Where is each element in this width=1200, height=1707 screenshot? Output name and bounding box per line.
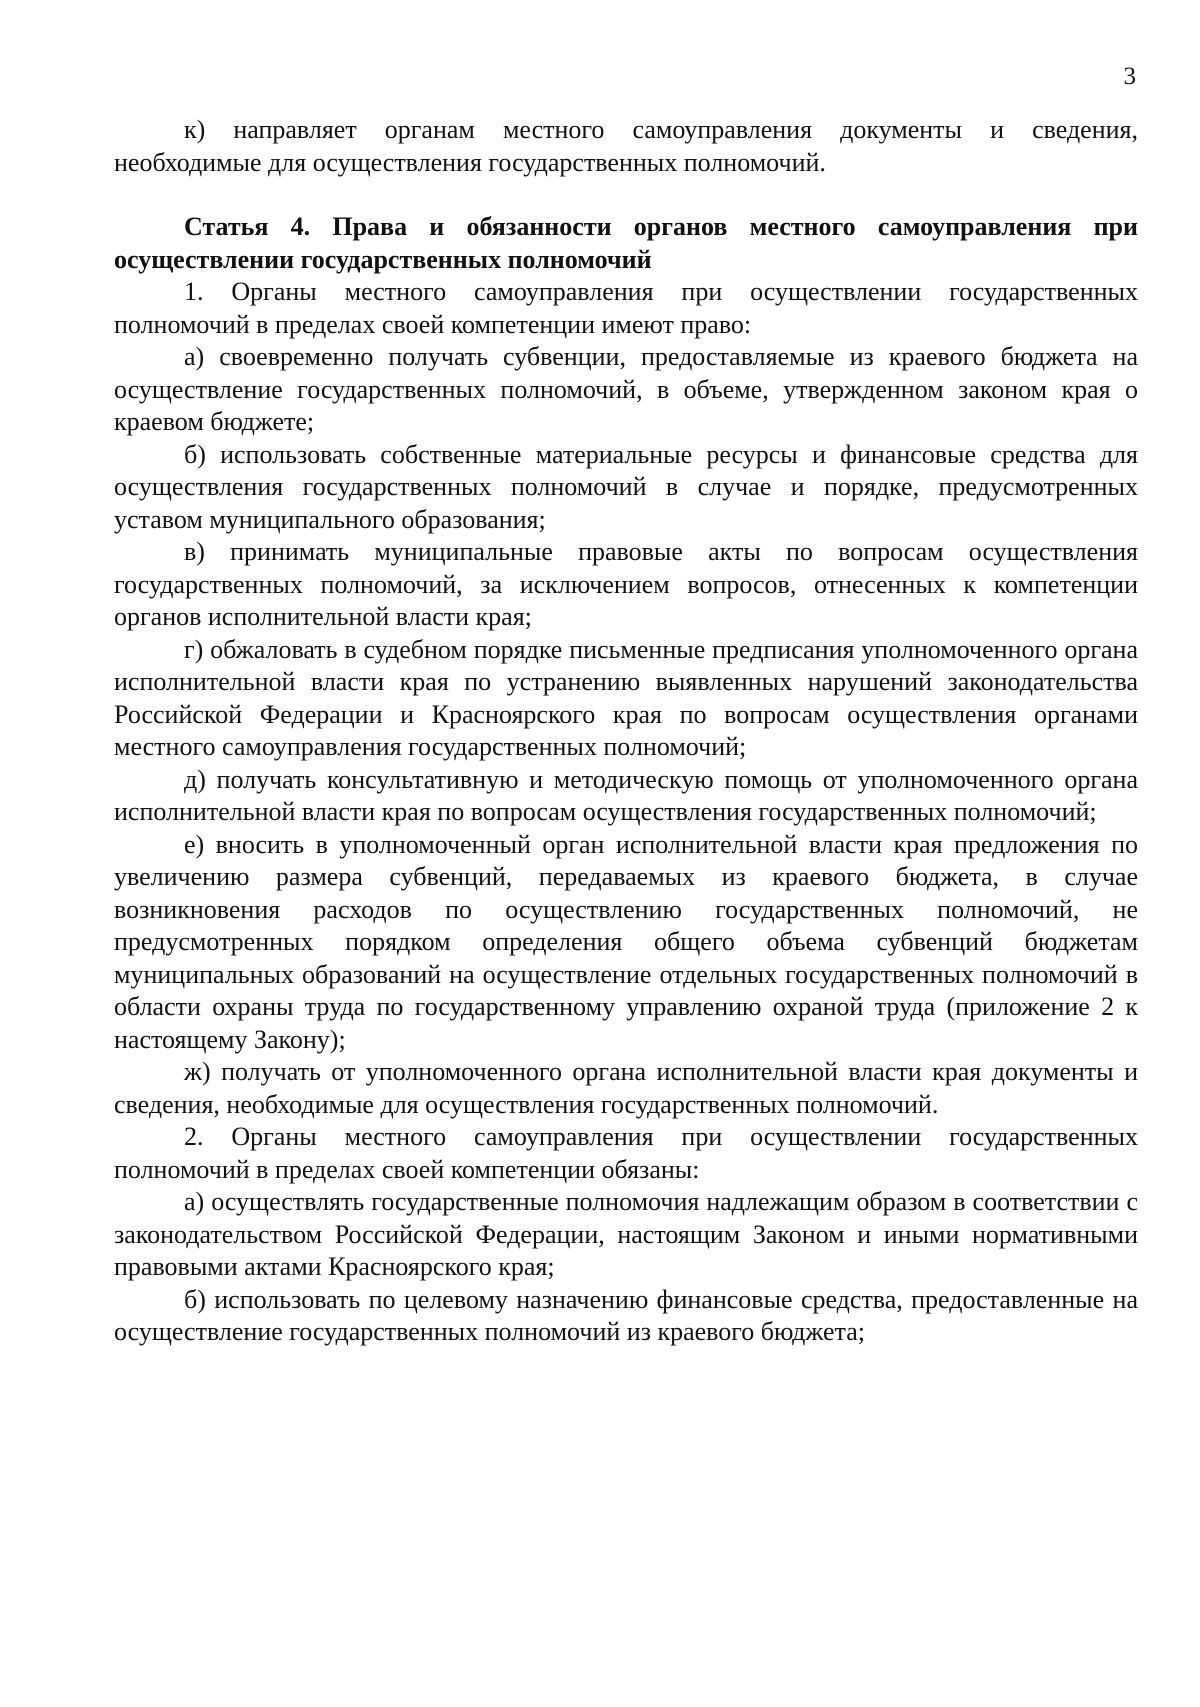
page-number: 3 xyxy=(1123,63,1136,90)
paragraph-2: 2. Органы местного самоуправления при осуществлении государственных полномочий в пределах своей компетенции обязаны: xyxy=(114,1122,1138,1184)
paragraph-2-a: а) осуществлять государственные полномочия надлежащим образом в соответствии с законодательством Российской Федерации, настоящим Законом и иными нормативными правовыми актами Красноярского края; xyxy=(114,1187,1138,1281)
paragraph-1: 1. Органы местного самоуправления при осуществлении государственных полномочий в пределах своей компетенции имеют право: xyxy=(114,277,1138,339)
paragraph-2-b: б) использовать по целевому назначению финансовые средства, предоставленные на осуществление государственных полномочий из краевого бюджета; xyxy=(114,1284,1138,1346)
article-4-heading: Статья 4. Права и обязанности органов местного самоуправления при осуществлении государственных полномочий xyxy=(114,212,1138,274)
paragraph-1-zh: ж) получать от уполномоченного органа исполнительной власти края документы и сведения, необходимые для осуществления государственных полномочий. xyxy=(114,1057,1138,1119)
paragraph-1-g: г) обжаловать в судебном порядке письменные предписания уполномоченного органа исполнительной власти края по устранению выявленных нарушений законодательства Российской Федерации и Красноярского края по вопросам осуществления органами местного самоуправления государственных полномочий; xyxy=(114,634,1138,761)
paragraph-1-e: е) вносить в уполномоченный орган исполнительной власти края предложения по увеличению размера субвенций, передаваемых из краевого бюджета, в случае возникновения расходов по осуществлению государственных полномочий, не предусмотренных порядком определения общего объема субвенций бюджетам муниципальных образований на осуществление отдельных государственных полномочий в области охраны труда по государственному управлению охраной труда (приложение 2 к настоящему Закону); xyxy=(114,829,1138,1054)
paragraph-1-d: д) получать консультативную и методическую помощь от уполномоченного органа исполнительной власти края по вопросам осуществления государственных полномочий; xyxy=(114,764,1138,826)
document-body xyxy=(114,114,1138,1349)
paragraph-1-a: а) своевременно получать субвенции, предоставляемые из краевого бюджета на осуществление государственных полномочий, в объеме, утвержденном законом края о краевом бюджете; xyxy=(114,342,1138,436)
paragraph-1-v: в) принимать муниципальные правовые акты по вопросам осуществления государственных полномочий, за исключением вопросов, отнесенных к компетенции органов исполнительной власти края; xyxy=(114,537,1138,631)
paragraph-k: к) направляет органам местного самоуправления документы и сведения, необходимые для осуществления государственных полномочий. xyxy=(114,115,1138,177)
paragraph-1-b: б) использовать собственные материальные ресурсы и финансовые средства для осуществления государственных полномочий в случае и порядке, предусмотренных уставом муниципального образования; xyxy=(114,439,1138,534)
